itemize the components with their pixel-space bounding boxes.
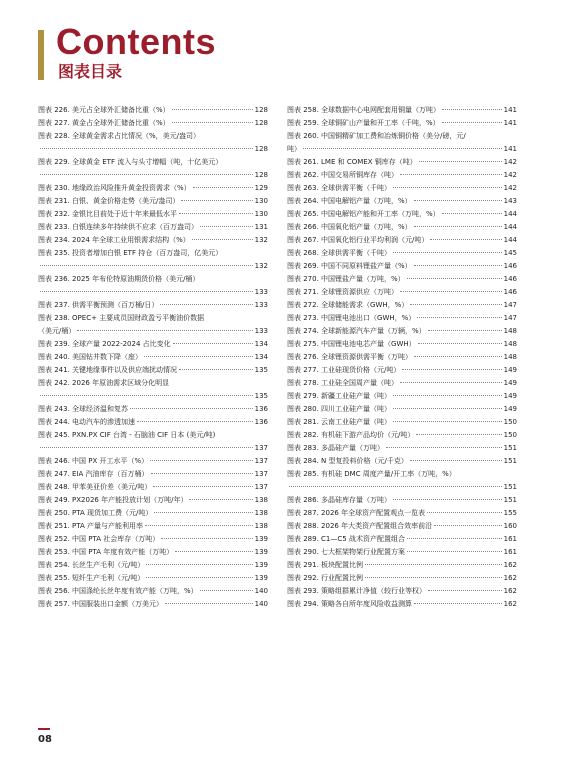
toc-entry-page: 146 [503,262,517,270]
toc-entry[interactable] [287,585,517,598]
toc-entry-label: 图表 241. 关键地缘事件以及供应端扰动情况 [38,366,178,374]
toc-leader-dots [160,304,252,305]
toc-entry-page: 147 [503,314,517,322]
toc-entry-label: 图表 231. 白银、黄金价格走势（美元/盎司） [38,197,180,205]
toc-entry-page: 137 [254,457,268,465]
toc-entry-label: 图表 259. 全球铜矿山产量和开工率（千吨，%） [287,119,440,127]
toc-leader-dots [193,187,253,188]
toc-leader-dots [410,460,502,461]
toc-entry-page: 149 [503,405,517,413]
toc-entry[interactable] [287,104,517,117]
toc-column-right [287,104,517,611]
toc-leader-dots [365,564,502,565]
toc-leader-dots [146,577,252,578]
toc-entry[interactable] [287,208,517,221]
toc-leader-dots [393,499,502,500]
toc-entry-page: 146 [503,275,517,283]
toc-entry[interactable] [287,533,517,546]
toc-entry[interactable] [38,403,268,416]
toc-entry[interactable] [38,429,268,442]
toc-entry-page: 144 [503,223,517,231]
toc-leader-dots [40,148,253,149]
toc-entry-page: 131 [254,223,268,231]
toc-entry[interactable] [287,169,517,182]
toc-entry-label: 图表 258. 全球数据中心电网配套用铜量（万吨） [287,106,441,114]
toc-leader-dots [428,330,502,331]
toc-leader-dots [393,395,502,396]
toc-entry-label: 图表 291. 板块配置比例 [287,561,364,569]
toc-entry-label: 图表 261. LME 和 COMEX 铜库存（吨） [287,158,417,166]
toc-entry[interactable] [38,546,268,559]
toc-entry-page: 133 [254,301,268,309]
toc-entry-page: 128 [254,145,268,153]
toc-entry-page: 136 [254,418,268,426]
toc-entry[interactable] [287,520,517,533]
toc-entry-page: 139 [254,548,268,556]
toc-entry-page: 141 [503,106,517,114]
toc-entry[interactable] [287,286,517,299]
toc-entry-page: 142 [503,158,517,166]
toc-entry-label: 图表 244. 电动汽车的渗透加速 [38,418,136,426]
toc-entry[interactable] [38,312,268,325]
toc-entry[interactable] [287,546,517,559]
toc-entry-label: 图表 266. 中国氧化铝产量（万吨，%） [287,223,412,231]
toc-entry-label: 图表 262. 中国交易所铜库存（吨） [287,171,399,179]
toc-entry-page: 150 [503,431,517,439]
toc-leader-dots [40,265,253,266]
toc-entry[interactable] [287,325,517,338]
toc-entry-label: 图表 257. 中国服装出口金额（万美元） [38,600,164,608]
toc-entry[interactable] [287,468,517,481]
toc-entry-page: 147 [503,301,517,309]
toc-entry[interactable] [38,533,268,546]
toc-leader-dots [442,122,502,123]
toc-entry[interactable] [38,234,268,247]
toc-entry-page: 139 [254,574,268,582]
toc-entry[interactable] [38,182,268,195]
toc-entry[interactable] [38,559,268,572]
toc-leader-dots [400,174,502,175]
toc-entry-label: 图表 255. 短纤生产毛利（元/吨） [38,574,145,582]
toc-entry-page: 134 [254,340,268,348]
toc-leader-dots [192,239,253,240]
toc-leader-dots [172,122,253,123]
toc-entry[interactable] [38,104,268,117]
page-title: Contents [56,21,216,62]
toc-entry[interactable] [38,572,268,585]
toc-entry-label: 图表 282. 有机硅下游产品均价（元/吨） [287,431,415,439]
toc-entry-page: 144 [503,210,517,218]
toc-leader-dots [150,460,252,461]
toc-leader-dots [175,551,252,552]
page-number: 08 [38,734,52,745]
toc-entry[interactable] [287,377,517,390]
toc-entry-page: 135 [254,366,268,374]
toc-entry-label: 图表 284. N 型复投料价格（元/千克） [287,457,408,465]
toc-entry-label: 图表 251. PTA 产量与产能利用率 [38,522,144,530]
toc-entry[interactable] [38,442,268,455]
toc-entry-page: 151 [503,496,517,504]
toc-entry-label: 图表 229. 全球黄金 ETF 流入与头寸增幅（吨，十亿美元） [38,158,223,166]
toc-entry-label: 图表 287. 2026 年全球资产配置观点一览表 [287,509,426,517]
toc-leader-dots [417,317,501,318]
toc-leader-dots [179,369,253,370]
toc-leader-dots [414,265,502,266]
toc-entry[interactable] [38,208,268,221]
toc-leader-dots [40,395,253,396]
toc-entry-label: 图表 249. PX2026 年产能投放计划（万吨/年） [38,496,188,504]
toc-entry[interactable] [287,598,517,611]
toc-entry-label: 图表 237. 供需平衡预测（百万桶/日） [38,301,159,309]
toc-entry-page: 151 [503,444,517,452]
toc-entry-page: 138 [254,522,268,530]
toc-leader-dots [393,252,502,253]
toc-entry[interactable] [38,416,268,429]
toc-leader-dots [393,421,502,422]
toc-entry-page: 129 [254,184,268,192]
toc-leader-dots [154,512,252,513]
toc-entry-page: 142 [503,171,517,179]
toc-entry-label: 图表 272. 全球储能需求（GWH，%） [287,301,409,309]
toc-entry[interactable] [38,325,268,338]
toc-leader-dots [442,213,502,214]
toc-entry[interactable] [287,312,517,325]
toc-entry[interactable] [287,299,517,312]
toc-entry-label: 图表 281. 云南工业硅产量（吨） [287,418,392,426]
toc-entry[interactable] [38,507,268,520]
toc-entry-label: 图表 280. 四川工业硅产量（吨） [287,405,392,413]
toc-entry-page: 130 [254,197,268,205]
toc-entry-label: 图表 275. 中国锂电池电芯产量（GWH） [287,340,416,348]
toc-leader-dots [393,187,502,188]
toc-entry[interactable] [38,299,268,312]
toc-leader-dots [416,434,501,435]
toc-entry[interactable] [38,221,268,234]
toc-entry[interactable] [38,377,268,390]
toc-entry-page: 162 [503,587,517,595]
toc-entry-label: 图表 239. 全球产量 2022-2024 占比变化 [38,340,171,348]
toc-entry[interactable] [287,416,517,429]
toc-leader-dots [427,512,502,513]
toc-leader-dots [130,408,253,409]
toc-entry[interactable] [287,494,517,507]
toc-leader-dots [153,486,252,487]
toc-entry-page: 142 [503,184,517,192]
toc-entry-page: 136 [254,405,268,413]
toc-entry-page: 161 [503,548,517,556]
toc-entry-page: 128 [254,171,268,179]
toc-entry[interactable] [287,273,517,286]
toc-leader-dots [200,590,253,591]
toc-entry-label: 图表 228. 全球黄金需求占比情况（%，美元/盎司） [38,132,201,140]
toc-entry[interactable] [38,169,268,182]
toc-leader-dots [418,343,502,344]
toc-entry-page: 162 [503,600,517,608]
toc-column-left [38,104,268,611]
toc-leader-dots [434,525,502,526]
toc-leader-dots [414,200,502,201]
toc-entry-label: 图表 242. 2026 年原油需求区域分化明显 [38,379,170,387]
toc-entry-label: 图表 227. 黄金占全球外汇储备比重（%） [38,119,170,127]
toc-leader-dots [414,226,502,227]
toc-entry-label: 图表 232. 金银比目前处于近十年来最低水平 [38,210,178,218]
toc-entry-label: 图表 263. 全球供需平衡（千吨） [287,184,392,192]
toc-entry-page: 133 [254,327,268,335]
toc-leader-dots [173,343,253,344]
toc-entry-label: 图表 294. 策略各自所年度风险收益测算 [287,600,413,608]
toc-entry[interactable] [38,273,268,286]
toc-entry[interactable] [38,585,268,598]
toc-leader-dots [400,291,502,292]
toc-leader-dots [151,473,253,474]
toc-entry-page: 128 [254,106,268,114]
toc-entry[interactable] [287,221,517,234]
toc-entry-label: 图表 268. 全球供需平衡（千吨） [287,249,392,257]
toc-leader-dots [400,382,502,383]
toc-leader-dots [386,447,502,448]
toc-entry[interactable] [287,182,517,195]
toc-leader-dots [145,525,253,526]
toc-leader-dots [172,109,253,110]
toc-entry[interactable] [287,481,517,494]
toc-leader-dots [365,577,502,578]
toc-entry-page: 135 [254,392,268,400]
toc-entry-label: 图表 270. 中国锂盐产量（万吨，%） [287,275,405,283]
toc-leader-dots [289,486,502,487]
toc-entry-page: 138 [254,509,268,517]
toc-entry-label: 图表 236. 2025 年布伦特原油期货价格（美元/桶） [38,275,200,283]
toc-entry[interactable] [287,507,517,520]
toc-entry[interactable] [287,338,517,351]
page-subtitle: 图表目录 [58,62,123,81]
toc-entry-label: 图表 278. 工业硅全国周产量（吨） [287,379,399,387]
toc-entry-label: 图表 234. 2024 年全球工业用银需求结构（%） [38,236,190,244]
toc-entry-page: 133 [254,288,268,296]
toc-entry-page: 160 [503,522,517,530]
toc-entry-label: 图表 277. 工业硅现货价格（元/吨） [287,366,401,374]
toc-entry-label: 图表 289. C1—C5 战术资产配置组合 [287,535,405,543]
toc-entry-label: 图表 273. 中国锂电池出口（GWH，%） [287,314,416,322]
toc-leader-dots [179,213,253,214]
toc-entry[interactable] [38,338,268,351]
toc-entry[interactable] [287,559,517,572]
toc-entry[interactable] [287,429,517,442]
toc-entry-label: 图表 274. 全球新能源汽车产量（万辆，%） [287,327,426,335]
toc-entry-label: 图表 247. EIA 汽油库存（百万桶） [38,470,149,478]
toc-entry-page: 137 [254,444,268,452]
toc-entry[interactable] [287,234,517,247]
toc-entry[interactable] [38,468,268,481]
toc-leader-dots [402,369,501,370]
toc-leader-dots [77,330,252,331]
toc-entry-label: 图表 288. 2026 年大类资产配置组合效率前沿 [287,522,433,530]
toc-entry-page: 139 [254,561,268,569]
toc-entry-page: 162 [503,561,517,569]
toc-leader-dots [165,603,253,604]
toc-entry-label: 图表 286. 多晶硅库存量（万吨） [287,496,392,504]
toc-leader-dots [430,239,501,240]
toc-entry-page: 151 [503,483,517,491]
toc-entry[interactable] [287,195,517,208]
toc-entry-label: 图表 253. 中国 PTA 年度有效产能（万吨） [38,548,174,556]
toc-entry-page: 162 [503,574,517,582]
toc-entry-label: 图表 240. 美国钻井数下降（座） [38,353,143,361]
toc-leader-dots [146,564,252,565]
toc-entry-page: 150 [503,418,517,426]
toc-leader-dots [40,174,253,175]
toc-entry[interactable] [38,156,268,169]
toc-entry[interactable] [287,403,517,416]
toc-leader-dots [40,447,253,448]
toc-entry-page: 146 [503,288,517,296]
toc-entry[interactable] [38,481,268,494]
toc-entry[interactable] [38,390,268,403]
toc-entry-page: 137 [254,470,268,478]
toc-leader-dots [137,421,253,422]
toc-entry-page: 140 [254,587,268,595]
toc-entry-page: 137 [254,483,268,491]
toc-entry[interactable] [38,143,268,156]
toc-entry-page: 144 [503,236,517,244]
toc-entry[interactable] [38,247,268,260]
toc-leader-dots [410,304,501,305]
toc-leader-dots [414,356,502,357]
toc-entry-label: 图表 260. 中国铜精矿加工费和冶炼铜价格（美分/磅，元/ [287,132,466,140]
toc-entry-label: 图表 290. 七大框架物架行业配置方案 [287,548,406,556]
toc-entry-page: 134 [254,353,268,361]
toc-entry-label: 图表 243. 全球经济温和复苏 [38,405,129,413]
toc-entry[interactable] [287,572,517,585]
toc-entry-label: 图表 226. 美元占全球外汇储备比重（%） [38,106,170,114]
toc-entry[interactable] [38,598,268,611]
toc-entry-page: 132 [254,236,268,244]
toc-entry-page: 151 [503,457,517,465]
toc-entry-label: 图表 279. 新疆工业硅产量（吨） [287,392,392,400]
toc-leader-dots [189,499,252,500]
toc-entry-label: 图表 252. 中国 PTA 社会库存（万吨） [38,535,160,543]
toc-entry-page: 143 [503,197,517,205]
toc-entry[interactable] [38,117,268,130]
toc-entry-page: 155 [503,509,517,517]
toc-leader-dots [161,538,252,539]
toc-leader-dots [144,356,253,357]
toc-entry-label: 图表 250. PTA 现货加工费（元/吨） [38,509,153,517]
toc-entry[interactable] [38,494,268,507]
toc-entry-label: 图表 265. 中国电解铝产能和开工率（万吨，%） [287,210,440,218]
toc-entry-label: 图表 276. 全球锂资源供需平衡（万吨） [287,353,413,361]
toc-leader-dots [40,291,253,292]
toc-leader-dots [414,603,502,604]
toc-leader-dots [407,278,502,279]
toc-entry-page: 141 [503,119,517,127]
toc-entry-label: 图表 292. 行业配置比例 [287,574,364,582]
toc-entry-page: 148 [503,327,517,335]
toc-entry-label: 图表 285. 有机硅 DMC 周度产量/开工率（万吨，%） [287,470,456,478]
toc-entry-label: 图表 271. 全球锂资源供应（万吨） [287,288,399,296]
toc-entry-page: 128 [254,119,268,127]
toc-entry-label: 吨） [287,145,301,153]
toc-leader-dots [181,200,252,201]
toc-entry-page: 148 [503,340,517,348]
toc-entry-label: 图表 248. 甲苯美亚价差（美元/吨） [38,483,152,491]
toc-entry[interactable] [287,351,517,364]
toc-entry-label: 图表 256. 中国涤纶长丝年度有效产能（万吨，%） [38,587,198,595]
toc-entry-page: 149 [503,366,517,374]
toc-entry[interactable] [38,364,268,377]
toc-entry-label: （美元/桶） [38,327,76,335]
toc-leader-dots [419,161,502,162]
toc-entry-page: 138 [254,496,268,504]
footer-rule [38,728,50,730]
toc-entry-label: 图表 245. PXN.PX CIF 台湾 - 石脑油 CIF 日本 (美元/吨) [38,431,216,439]
toc-entry-page: 140 [254,600,268,608]
toc-entry[interactable] [38,351,268,364]
toc-entry-page: 149 [503,392,517,400]
toc-entry-page: 132 [254,262,268,270]
toc-leader-dots [442,109,502,110]
toc-entry-label: 图表 264. 中国电解铝产量（万吨，%） [287,197,412,205]
toc-leader-dots [200,226,253,227]
toc-entry-label: 图表 238. OPEC+ 主要成员国财政盈亏平衡油价数据 [38,314,205,322]
toc-entry[interactable] [38,455,268,468]
toc-entry-label: 图表 254. 长丝生产毛利（元/吨） [38,561,145,569]
toc-entry[interactable] [287,455,517,468]
toc-leader-dots [407,551,502,552]
toc-entry[interactable] [38,260,268,273]
toc-leader-dots [428,590,502,591]
toc-entry[interactable] [38,286,268,299]
toc-entry[interactable] [287,143,517,156]
toc-entry-page: 145 [503,249,517,257]
toc-entry-page: 149 [503,379,517,387]
toc-entry-label: 图表 283. 多晶硅产量（万吨） [287,444,385,452]
toc-leader-dots [393,408,502,409]
toc-entry-page: 141 [503,145,517,153]
toc-entry[interactable] [287,117,517,130]
toc-entry-label: 图表 269. 中国不同原料锂盐产量（%） [287,262,412,270]
toc-entry-page: 130 [254,210,268,218]
toc-entry[interactable] [38,130,268,143]
toc-entry[interactable] [287,156,517,169]
toc-entry-label: 图表 293. 策略组群累计净值（较行业等权） [287,587,427,595]
toc-entry[interactable] [38,195,268,208]
toc-entry[interactable] [287,442,517,455]
toc-entry-label: 图表 246. 中国 PX 开工水平（%） [38,457,149,465]
title-accent-bar [38,30,44,80]
toc-leader-dots [407,538,502,539]
toc-entry-label: 图表 235. 投资者增加白银 ETF 持仓（百万盎司，亿美元） [38,249,223,257]
toc-entry[interactable] [38,520,268,533]
toc-entry-label: 图表 267. 中国氧化铝行业平均利润（元/吨） [287,236,429,244]
toc-entry-label: 图表 230. 地缘政治风险推升黄金投资需求（%） [38,184,191,192]
toc-entry[interactable] [287,130,517,143]
toc-entry-label: 图表 233. 白银连续多年持续供不应求（百万盎司） [38,223,199,231]
toc-entry[interactable] [287,364,517,377]
toc-entry[interactable] [287,390,517,403]
toc-entry[interactable] [287,260,517,273]
toc-entry[interactable] [287,247,517,260]
toc-entry-page: 148 [503,353,517,361]
toc-leader-dots [303,148,502,149]
toc-entry-page: 161 [503,535,517,543]
toc-entry-page: 139 [254,535,268,543]
